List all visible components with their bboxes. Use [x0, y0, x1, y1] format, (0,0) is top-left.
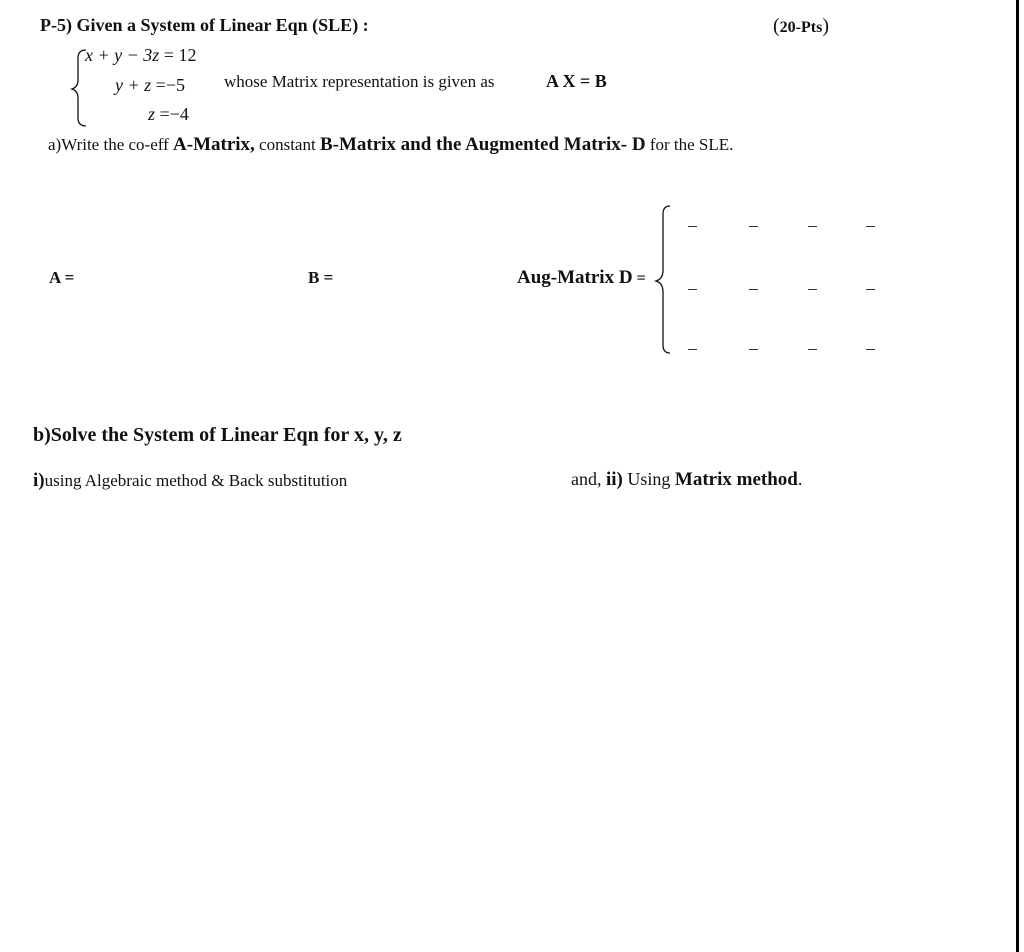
equation-1-rhs: 12 [178, 45, 197, 65]
aug-slot [688, 289, 697, 290]
aug-slot [808, 289, 817, 290]
part-b-ii [571, 469, 802, 491]
part-b-ii-prefix: and, [571, 469, 606, 489]
aug-slot [688, 226, 697, 227]
aug-slot [866, 289, 875, 290]
part-a-prefix: a)Write the co-eff [48, 135, 174, 154]
aug-slot [749, 226, 758, 227]
equation-3 [148, 104, 189, 125]
part-b-title: b)Solve the System of Linear Eqn for x, y, z [33, 424, 402, 446]
part-b-ii-text: Using [622, 469, 675, 489]
part-a-instruction [48, 134, 733, 156]
equation-2-lhs: y + z [115, 75, 152, 95]
points-badge: (20-Pts) [773, 15, 829, 37]
matrix-representation-text: whose Matrix representation is given as [224, 72, 495, 91]
equation-1 [85, 45, 196, 66]
aug-slot [866, 226, 875, 227]
aug-slot [808, 349, 817, 350]
points-value: 20-Pts [779, 19, 823, 36]
aug-slot [866, 349, 875, 350]
aug-slot [808, 226, 817, 227]
equation-3-rhs: −4 [169, 104, 189, 124]
label-aug-matrix-eq: = [632, 270, 646, 287]
equation-2-op: = [155, 75, 166, 95]
equation-3-lhs: z [148, 104, 156, 124]
problem-title: P-5) Given a System of Linear Eqn (SLE) : [40, 15, 369, 35]
equation-2-rhs: −5 [165, 75, 185, 95]
label-aug-matrix-name: Aug-Matrix D [517, 267, 633, 288]
aug-slot [749, 289, 758, 290]
equation-1-op: = [163, 45, 174, 65]
equation-2 [115, 75, 185, 96]
part-b-ii-end: . [797, 469, 803, 489]
part-b-ii-method: Matrix method [674, 469, 798, 490]
part-a-suffix: for the SLE. [645, 135, 734, 154]
equation-1-lhs: x + y − 3z [85, 45, 160, 65]
part-b-i [33, 470, 347, 492]
equation-3-op: = [159, 104, 170, 124]
part-a-b-matrix: B-Matrix and the Augmented Matrix- D [319, 134, 646, 155]
part-a-constant: constant [254, 135, 320, 154]
part-b-i-label: i) [33, 470, 45, 491]
aug-slot [688, 349, 697, 350]
augmented-matrix-brace [656, 206, 670, 353]
label-a-matrix: A = [49, 268, 75, 287]
part-a-a-matrix: A-Matrix, [173, 134, 255, 155]
matrix-equation: A X = B [546, 71, 607, 91]
label-aug-matrix [517, 267, 646, 289]
part-b-ii-label: ii) [606, 469, 623, 490]
label-b-matrix: B = [308, 268, 334, 287]
part-b-i-text: using Algebraic method & Back substitution [44, 471, 348, 490]
aug-slot [749, 349, 758, 350]
